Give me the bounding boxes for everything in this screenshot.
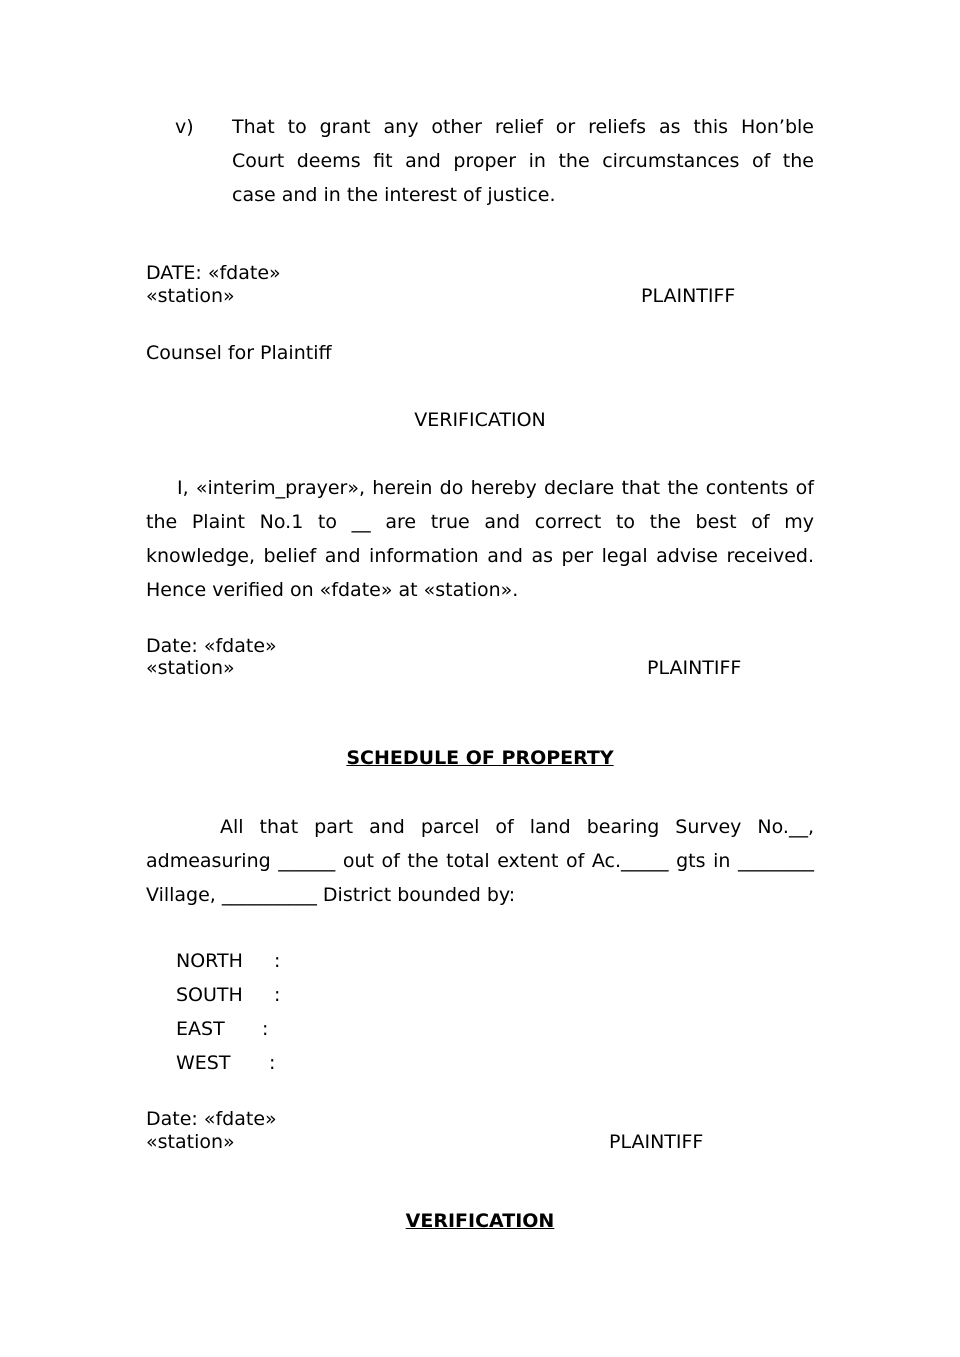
signature-2-party: PLAINTIFF (647, 657, 742, 679)
signature-2-station: «station» (146, 657, 235, 679)
boundary-separator: : (269, 1052, 276, 1074)
signature-3-party: PLAINTIFF (609, 1131, 704, 1153)
verification-line: Hence verified on «fdate» at «station». (146, 579, 519, 601)
boundary-west (176, 1052, 275, 1075)
boundary-label: WEST (176, 1052, 231, 1074)
verification-line: I, «interim_prayer», herein do hereby declare that the contents of (177, 477, 814, 499)
verification-1-paragraph (146, 471, 814, 607)
boundary-south (176, 984, 280, 1007)
boundary-north (176, 950, 280, 973)
prayer-number: v) (175, 116, 194, 138)
boundary-label: NORTH (176, 950, 243, 972)
signature-2-date: Date: «fdate» (146, 635, 277, 657)
schedule-paragraph (146, 810, 814, 912)
signature-1-date: DATE: «fdate» (146, 262, 281, 284)
boundary-label: EAST (176, 1018, 225, 1040)
signature-3-date: Date: «fdate» (146, 1108, 277, 1130)
boundary-label: SOUTH (176, 984, 243, 1006)
schedule-line: All that part and parcel of land bearing Survey No.__, (220, 816, 814, 838)
boundary-east (176, 1018, 268, 1041)
prayer-line: That to grant any other relief or reliefs as this Hon’ble (232, 116, 814, 138)
verification-line: knowledge, belief and information and as per legal advise received. (146, 545, 814, 567)
verification-line: the Plaint No.1 to __ are true and correct to the best of my (146, 511, 814, 533)
signature-1-party: PLAINTIFF (641, 285, 736, 307)
schedule-line: admeasuring ______ out of the total extent of Ac._____ gts in ________ (146, 850, 814, 872)
schedule-line: Village, __________ District bounded by: (146, 884, 516, 906)
signature-3-station: «station» (146, 1131, 235, 1153)
signature-1-station: «station» (146, 285, 235, 307)
verification-1-heading: VERIFICATION (414, 409, 546, 431)
verification-2-heading: VERIFICATION (405, 1210, 555, 1232)
counsel-label: Counsel for Plaintiff (146, 342, 332, 364)
boundary-separator: : (274, 984, 281, 1006)
prayer-line: case and in the interest of justice. (232, 184, 556, 206)
boundary-separator: : (274, 950, 281, 972)
schedule-heading: SCHEDULE OF PROPERTY (346, 747, 614, 769)
prayer-line: Court deems fit and proper in the circumstances of the (232, 150, 814, 172)
boundary-separator: : (262, 1018, 269, 1040)
prayer-paragraph (232, 110, 814, 212)
